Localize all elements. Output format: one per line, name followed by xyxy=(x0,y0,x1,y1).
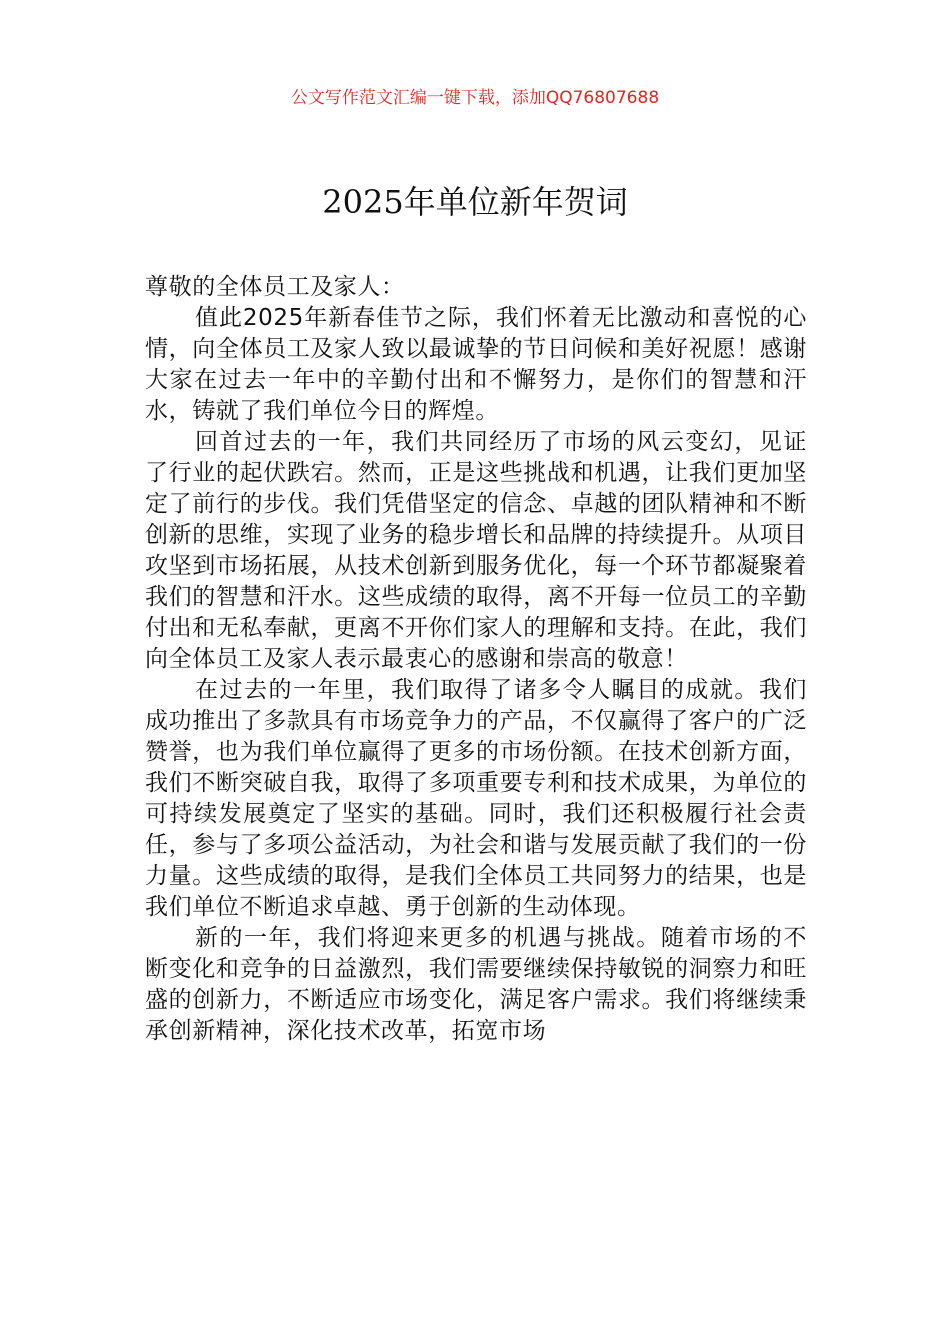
document-body xyxy=(145,272,807,1047)
paragraph-1: 值此2025年新春佳节之际，我们怀着无比激动和喜悦的心情，向全体员工及家人致以最诚挚的节日问候和美好祝愿！感谢大家在过去一年中的辛勤付出和不懈努力，是你们的智慧和汗水，铸就了我们单位今日的辉煌。 xyxy=(145,305,807,424)
paragraph-4: 新的一年，我们将迎来更多的机遇与挑战。随着市场的不断变化和竞争的日益激烈，我们需要继续保持敏锐的洞察力和旺盛的创新力，不断适应市场变化，满足客户需求。我们将继续秉承创新精神，深化技术改革，拓宽市场 xyxy=(145,925,807,1044)
page-title: 2025年单位新年贺词 xyxy=(322,183,628,221)
download-watermark: 公文写作范文汇编一键下载，添加QQ76807688 xyxy=(290,88,660,108)
paragraph-3: 在过去的一年里，我们取得了诸多令人瞩目的成就。我们成功推出了多款具有市场竞争力的产品，不仅赢得了客户的广泛赞誉，也为我们单位赢得了更多的市场份额。在技术创新方面，我们不断突破自我，取得了多项重要专利和技术成果，为单位的可持续发展奠定了坚实的基础。同时，我们还积极履行社会责任，参与了多项公益活动，为社会和谐与发展贡献了我们的一份力量。这些成绩的取得，是我们全体员工共同努力的结果，也是我们单位不断追求卓越、勇于创新的生动体现。 xyxy=(145,677,807,920)
salutation: 尊敬的全体员工及家人： xyxy=(145,274,405,300)
paragraph-2: 回首过去的一年，我们共同经历了市场的风云变幻，见证了行业的起伏跌宕。然而，正是这些挑战和机遇，让我们更加坚定了前行的步伐。我们凭借坚定的信念、卓越的团队精神和不断创新的思维，实现了业务的稳步增长和品牌的持续提升。从项目攻坚到市场拓展，从技术创新到服务优化，每一个环节都凝聚着我们的智慧和汗水。这些成绩的取得，离不开每一位员工的辛勤付出和无私奉献，更离不开你们家人的理解和支持。在此，我们向全体员工及家人表示最衷心的感谢和崇高的敬意！ xyxy=(145,429,807,672)
